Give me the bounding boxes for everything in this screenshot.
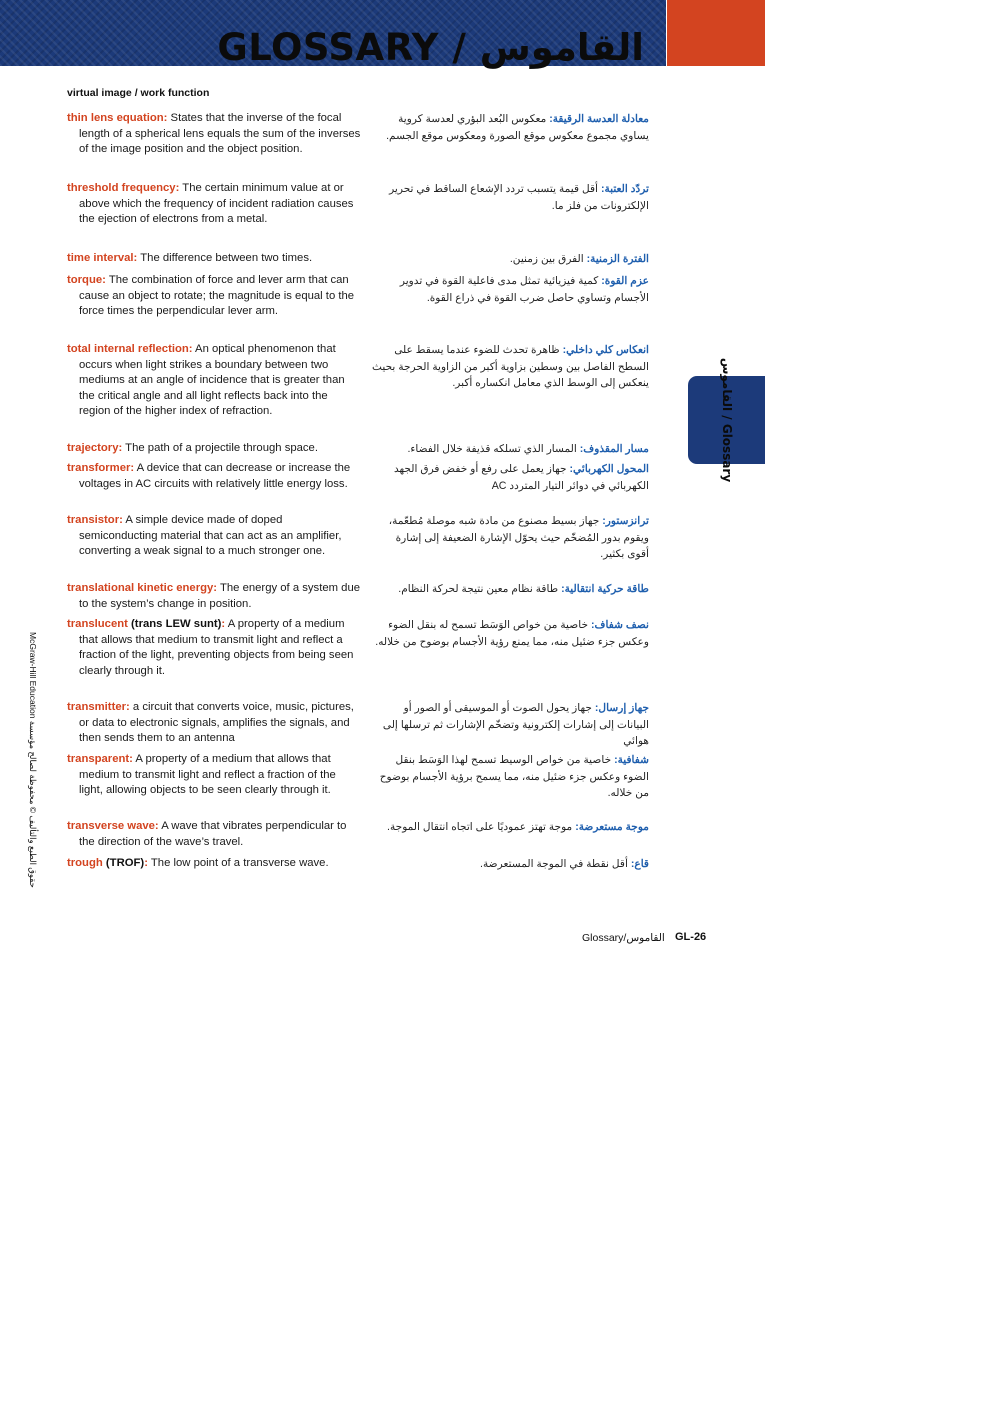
- term: transverse wave:: [67, 820, 159, 832]
- pronunciation: (TROF): [102, 857, 145, 869]
- term: موجة مستعرضة:: [575, 821, 649, 833]
- term: طاقة حركية انتقالية:: [561, 583, 649, 595]
- entry-ar: [372, 461, 649, 494]
- term: الفترة الزمنية:: [586, 253, 649, 265]
- term: نصف شفاف:: [590, 619, 649, 631]
- entry-en: [67, 111, 361, 158]
- entry-ar: [372, 752, 649, 802]
- definition: States that the inverse of the focal length of a spherical lens equals the sum of the inverses of the image position and the object position.: [79, 112, 361, 156]
- entry-ar: [372, 273, 649, 306]
- definition: The path of a projectile through space.: [122, 442, 318, 454]
- definition: An optical phenomenon that occurs when light strikes a boundary between two mediums at an angle of incidence that is greater than the critical angle and all light reflects back into the region of the higher index of refraction.: [79, 343, 345, 418]
- entry-ar: [372, 617, 649, 650]
- entry-en: [67, 819, 361, 850]
- term: transmitter:: [67, 701, 130, 713]
- entry-en: [67, 752, 361, 799]
- entry-ar: [372, 441, 649, 458]
- entry-en: [67, 617, 361, 679]
- entry-en: [67, 856, 361, 872]
- header-accent-block: [667, 0, 765, 66]
- definition: أقل قيمة يتسبب تردد الإشعاع الساقط في تحرير الإلكترونات من فلز ما.: [389, 183, 649, 212]
- definition: كمية فيزيائية تمثل مدى فاعلية القوة في تدوير الأجسام وتساوي حاصل ضرب القوة في ذراع القوة.: [399, 275, 649, 304]
- definition: جهاز يعمل على رفع أو خفض فرق الجهد الكهربائي في دوائر التيار المتردد AC: [393, 463, 649, 492]
- definition: A property of a medium that allows that medium to transmit light and reflect a fraction of the light, preventing objects from being seen clearly through it.: [79, 618, 354, 677]
- term: مسار المقذوف:: [579, 443, 649, 455]
- definition: المسار الذي تسلكه قذيفة خلال الفضاء.: [407, 443, 580, 455]
- term: total internal reflection:: [67, 343, 193, 355]
- side-tab-label: القاموس / Glossary: [719, 357, 734, 483]
- definition: A device that can decrease or increase the voltages in AC circuits with relatively little energy loss.: [79, 462, 351, 490]
- definition: الفرق بين زمنين.: [509, 253, 587, 265]
- footer-label: Glossary/القاموس: [582, 932, 665, 944]
- definition: The difference between two times.: [137, 252, 313, 264]
- definition: جهاز يحول الصوت أو الموسيقى أو الصور أو البيانات إلى إشارات إلكترونية وتضخّم الإشارات ثم ترسلها إلى هوائي: [382, 702, 649, 747]
- entry-ar: [372, 700, 649, 750]
- entry-en: [67, 513, 361, 560]
- definition: طاقة نظام معين نتيجة لحركة النظام.: [398, 583, 562, 595]
- page-title: GLOSSARY / القاموس: [217, 26, 644, 69]
- term: ترانزستور:: [602, 515, 649, 527]
- term: thin lens equation:: [67, 112, 168, 124]
- definition: a circuit that converts voice, music, pictures, or data to electronic signals, amplifies the signals, and then sends them to an antenna: [79, 701, 354, 745]
- term-colon: :: [144, 857, 148, 869]
- definition: جهاز بسيط مصنوع من مادة شبه موصلة مُطعّمة، ويقوم بدور المُضخّم حيث يحوّل الإشارة الضعيفة إلى إشارة أقوى بكثير.: [388, 515, 649, 560]
- entry-ar: [372, 819, 649, 836]
- term: عزم القوة:: [601, 275, 649, 287]
- term: تردّد العتبة:: [600, 183, 649, 195]
- entry-ar: [372, 251, 649, 268]
- definition: The combination of force and lever arm that can cause an object to rotate; the magnitude is equal to the force times the perpendicular lever arm.: [79, 274, 355, 318]
- term: translucent: [67, 618, 128, 630]
- term: translational kinetic energy:: [67, 582, 218, 594]
- term: transparent:: [67, 753, 133, 765]
- entry-en: [67, 581, 361, 612]
- definition: A property of a medium that allows that medium to transmit light and reflect a fraction of the light, allowing objects to be seen clearly through it.: [79, 753, 336, 797]
- term: transformer:: [67, 462, 135, 474]
- pronunciation: (trans LEW sunt): [127, 618, 222, 630]
- entry-en: [67, 342, 361, 420]
- glossary-side-tab[interactable]: [688, 357, 765, 483]
- entry-ar: [372, 111, 649, 144]
- entry-ar: [372, 513, 649, 563]
- entry-ar: [372, 181, 649, 214]
- definition: أقل نقطة في الموجة المستعرضة.: [480, 858, 631, 870]
- term: transistor:: [67, 514, 123, 526]
- entry-ar: [372, 856, 649, 873]
- definition: The energy of a system due to the system’s change in position.: [79, 582, 361, 610]
- term: شفافية:: [614, 754, 649, 766]
- definition: معكوس البُعد البؤري لعدسة كروية يساوي مجموع معكوس موقع الصورة ومعكوس موقع الجسم.: [386, 113, 649, 142]
- definition: ظاهرة تحدث للضوء عندما يسقط على السطح الفاصل بين وسطين بزاوية أكبر من الزاوية الحرجة بحيث ينعكس إلى الوسط الذي معامل انكساره أكبر.: [372, 344, 649, 389]
- entry-en: [67, 251, 361, 267]
- term: trajectory:: [67, 442, 123, 454]
- definition: خاصية من خواص الوسيط تسمح لهذا الوَسَط بنقل الضوء وعكس جزء ضئيل منه، مما يسمح برؤية الأجسام بوضوح من خلاله.: [379, 754, 649, 799]
- term: time interval:: [67, 252, 138, 264]
- term: معادلة العدسة الرقيقة:: [549, 113, 649, 125]
- entry-en: [67, 181, 361, 228]
- term-colon: :: [221, 618, 226, 630]
- definition: The low point of a transverse wave.: [147, 857, 329, 869]
- term: قاع:: [630, 858, 649, 870]
- term: جهاز إرسال:: [594, 702, 649, 714]
- entry-en: [67, 441, 361, 457]
- copyright-notice: McGraw-Hill Education حقوق الطبع والتأليف © محفوظة لصالح مؤسسة: [28, 632, 38, 888]
- entry-en: [67, 700, 361, 747]
- page-number: GL-26: [675, 931, 707, 943]
- definition: A wave that vibrates perpendicular to the direction of the wave’s travel.: [79, 820, 347, 848]
- term: trough: [67, 857, 103, 869]
- definition: The certain minimum value at or above which the frequency of incident radiation causes the ejection of electrons from a metal.: [79, 182, 354, 226]
- term: انعكاس كلي داخلي:: [562, 344, 649, 356]
- entry-en: [67, 273, 361, 320]
- definition: A simple device made of doped semiconducting material that can act as an amplifier, converting a weak signal to a much stronger one.: [79, 514, 342, 558]
- term: المحول الكهربائي:: [569, 463, 649, 475]
- entry-ar: [372, 581, 649, 598]
- running-head: virtual image / work function: [67, 87, 210, 99]
- entry-ar: [372, 342, 649, 392]
- term: torque:: [67, 274, 106, 286]
- definition: خاصية من خواص الوَسَط تسمح له بنقل الضوء وعكس جزء ضئيل منه، مما يمنع رؤية الأجسام بوضوح من خلاله.: [375, 619, 649, 648]
- header-banner: [0, 0, 666, 69]
- definition: موجة تهتز عموديًا على اتجاه انتقال الموجة.: [387, 821, 576, 833]
- entry-en: [67, 461, 361, 492]
- term: threshold frequency:: [67, 182, 180, 194]
